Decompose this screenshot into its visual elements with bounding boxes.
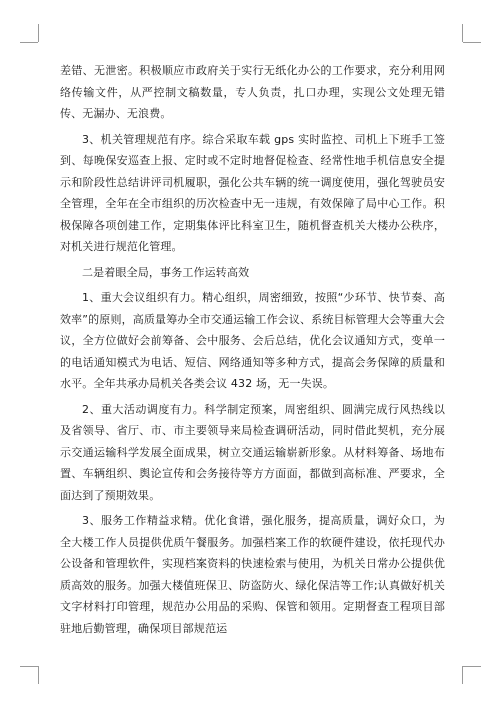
crop-mark-bottom-right-h xyxy=(463,666,481,667)
paragraph-1: 差错、无泄密。积极顺应市政府关于实行无纸化办公的工作要求，充分利用网络传输文件，从严控制文稿数量，专人负责，扎口办理，实现公文处理无错传、无漏办、无浪费。 xyxy=(60,64,445,120)
crop-mark-bottom-left-h xyxy=(20,666,38,667)
crop-mark-top-left xyxy=(38,24,39,42)
section-heading: 二是着眼全局，事务工作运转高效 xyxy=(82,265,250,279)
crop-mark-bottom-right xyxy=(462,666,463,684)
paragraph-5: 3、服务工作精益求精。优化食谱，强化服务，提高质量，调好众口，为全大楼工作人员提供优质午餐服务。加强档案工作的软硬件建设，依托现代办公设备和管理软件，实现档案资料的快速检索与使用，为机关日常办公提供优质高效的服务。加强大楼值班保卫、防盗防火、绿化保洁等工作;认真做好机关文字材料打印管理，规范办公用品的采购、保管和领用。定期督查工程项目部驻地后勤管理，确保项目部规范运 xyxy=(60,514,445,635)
crop-mark-top-right-h xyxy=(463,42,481,43)
paragraph-4: 2、重大活动调度有力。科学制定预案，周密组织、圆满完成行风热线以及省领导、省厅、市、市主要领导来局检查调研活动，同时借此契机，充分展示交通运输科学发展全面成果，树立交通运输崭新形象。从材料筹备、场地布置、车辆组织、舆论宣传和会务接待等方方面面，都做到高标准、严要求，全面达到了预期效果。 xyxy=(60,402,445,502)
paragraph-3: 1、重大会议组织有力。精心组织，周密细致，按照“少环节、快节奏、高效率”的原则，高质量筹办全市交通运输工作会议、系统目标管理大会等重大会议，全方位做好会前筹备、会中服务、会后总结，优化会议通知方式，变单一的电话通知模式为电话、短信、网络通知等多种方式，提高会务保障的质量和水平。全年共承办局机关各类会议 432 场，无一失误。 xyxy=(60,291,445,390)
crop-mark-bottom-left xyxy=(38,666,39,684)
document-body xyxy=(60,60,445,643)
paragraph-2: 3、机关管理规范有序。综合采取车载 gps 实时监控、司机上下班手工签到、每晚保安巡查上报、定时或不定时地督促检查、经常性地手机信息安全提示和阶段性总结讲评司机履职，强化公共车辆的统一调度使用，强化驾驶员安全管理，全年在全市组织的历次检查中无一违规，有效保障了局中心工作。积极保障各项创建工作，定期集体评比科室卫生，随机督查机关大楼办公秩序，对机关进行规范化管理。 xyxy=(60,132,445,253)
crop-mark-top-right xyxy=(462,24,463,42)
crop-mark-top-left-h xyxy=(20,42,38,43)
